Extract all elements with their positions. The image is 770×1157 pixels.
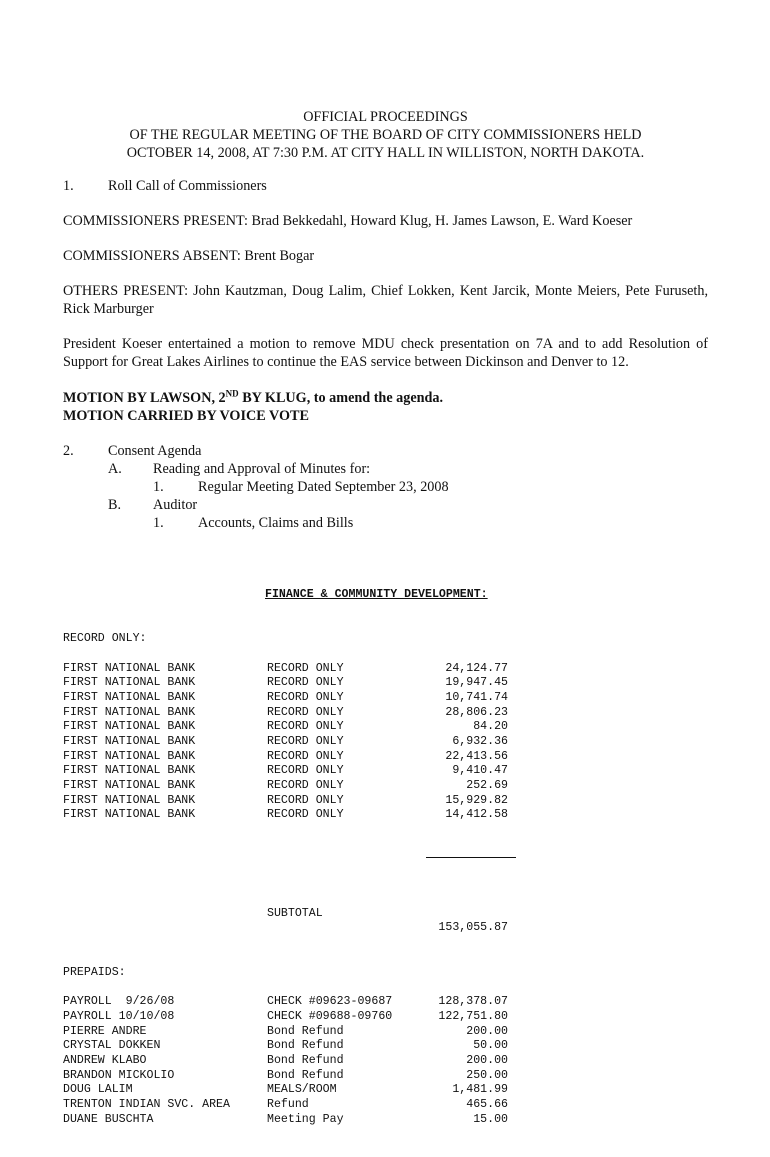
table-row [63,995,708,1010]
description-cell: RECORD ONLY [267,735,344,749]
amount-cell: 10,741.74 [445,690,508,704]
finance-title: FINANCE & COMMUNITY DEVELOPMENT: [265,588,488,602]
item-2-title: Consent Agenda [108,443,202,459]
document-page [63,108,708,1157]
item-2a-text: Reading and Approval of Minutes for: [153,461,371,477]
description-cell: MEALS/ROOM [267,1083,337,1097]
heading-line-2: OF THE REGULAR MEETING OF THE BOARD OF CITY COMMISSIONERS HELD [129,127,642,143]
record-only-label: RECORD ONLY: [63,632,147,646]
payee-cell: ANDREW KLABO [63,1053,147,1067]
payee-cell: CRYSTAL DOKKEN [63,1039,161,1053]
description-cell: RECORD ONLY [267,808,344,822]
description-cell: RECORD ONLY [267,676,344,690]
table-row [63,794,708,809]
description-cell: RECORD ONLY [267,661,344,675]
description-cell: RECORD ONLY [267,749,344,763]
subtotal-value: 153,055.87 [438,921,508,935]
description-cell: Bond Refund [267,1068,344,1082]
table-row [63,706,708,721]
description-cell: Bond Refund [267,1039,344,1053]
amount-cell: 250.00 [466,1068,508,1082]
motion-text-post: BY KLUG, to amend the agenda. [238,390,444,406]
description-cell: RECORD ONLY [267,690,344,704]
item-2-number: 2. [63,443,74,459]
table-row [63,808,708,823]
item-1-number: 1. [63,178,74,194]
payee-cell: PIERRE ANDRE [63,1024,147,1038]
payee-cell: PAYROLL 9/26/08 [63,995,175,1009]
subtotal-label: SUBTOTAL [267,906,323,920]
amount-cell: 28,806.23 [445,705,508,719]
amount-cell: 19,947.45 [445,676,508,690]
payee-cell: DUANE BUSCHTA [63,1112,154,1126]
prepaids-label: PREPAIDS: [63,965,126,979]
table-row [63,1010,708,1025]
payee-cell: FIRST NATIONAL BANK [63,661,196,675]
table-row [63,1039,708,1054]
payee-cell: DOUG LALIM [63,1083,133,1097]
payee-cell: BRANDON MICKOLIO [63,1068,175,1082]
motion-superscript: ND [225,388,239,399]
payee-cell: TRENTON INDIAN SVC. AREA [63,1097,230,1111]
payee-cell: FIRST NATIONAL BANK [63,690,196,704]
item-2a1-label: 1. [153,479,164,495]
description-cell: Meeting Pay [267,1112,344,1126]
payee-cell: FIRST NATIONAL BANK [63,793,196,807]
item-2 [63,442,708,532]
amount-cell: 50.00 [473,1039,508,1053]
description-cell: RECORD ONLY [267,720,344,734]
payee-cell: FIRST NATIONAL BANK [63,764,196,778]
table-row [63,764,708,779]
table-row [63,750,708,765]
amount-cell: 24,124.77 [445,661,508,675]
table-row [63,676,708,691]
amount-cell: 252.69 [466,779,508,793]
table-row [63,720,708,735]
item-2a1-text: Regular Meeting Dated September 23, 2008 [198,479,449,495]
table-row [63,1025,708,1040]
prepaids-list [63,995,708,1127]
subtotal-row [63,892,708,935]
table-row [63,735,708,750]
payee-cell: FIRST NATIONAL BANK [63,808,196,822]
description-cell: Bond Refund [267,1053,344,1067]
description-cell: Refund [267,1097,309,1111]
amount-cell: 84.20 [473,720,508,734]
record-only-label-row [63,618,708,646]
commissioners-present: COMMISSIONERS PRESENT: Brad Bekkedahl, Howard Klug, H. James Lawson, E. Ward Koeser [63,213,633,229]
payee-cell: FIRST NATIONAL BANK [63,779,196,793]
president-note: President Koeser entertained a motion to remove MDU check presentation on 7A and to add Resolution of Support for Great Lakes Airlines to continue the EAS service between Dickinson and Denver to 12. [63,336,708,370]
finance-title-row [63,573,708,602]
motion-text-pre: MOTION BY LAWSON, 2 [63,390,226,406]
amount-cell: 15.00 [473,1112,508,1126]
amount-cell: 465.66 [466,1097,508,1111]
description-cell: RECORD ONLY [267,793,344,807]
finance-section [63,544,708,1157]
payee-cell: FIRST NATIONAL BANK [63,705,196,719]
description-cell: CHECK #09688-09760 [267,1009,393,1023]
description-cell: RECORD ONLY [267,764,344,778]
payee-cell: FIRST NATIONAL BANK [63,735,196,749]
commissioners-absent: COMMISSIONERS ABSENT: Brent Bogar [63,248,315,264]
record-only-list [63,662,708,824]
amount-cell: 22,413.56 [445,749,508,763]
subtotal-rule-row [63,853,708,861]
table-row [63,1113,708,1128]
motion-line [63,389,708,407]
description-cell: RECORD ONLY [267,705,344,719]
item-2b-label: B. [108,497,122,513]
amount-cell: 122,751.80 [438,1009,508,1023]
amount-cell: 9,410.47 [452,764,508,778]
item-2b1-label: 1. [153,515,164,531]
table-row [63,1069,708,1084]
description-cell: Bond Refund [267,1024,344,1038]
item-1-title: Roll Call of Commissioners [108,178,267,194]
table-row [63,662,708,677]
item-2b1-text: Accounts, Claims and Bills [198,515,354,531]
others-present: OTHERS PRESENT: John Kautzman, Doug Lalim, Chief Lokken, Kent Jarcik, Monte Meiers, Pete Furuseth, Rick Marburger [63,283,708,317]
payee-cell: FIRST NATIONAL BANK [63,749,196,763]
document-heading [63,108,708,162]
prepaids-label-row [63,951,708,979]
description-cell: RECORD ONLY [267,779,344,793]
amount-cell: 200.00 [466,1024,508,1038]
amount-cell: 200.00 [466,1053,508,1067]
heading-line-3: OCTOBER 14, 2008, AT 7:30 P.M. AT CITY HALL IN WILLISTON, NORTH DAKOTA. [126,145,645,161]
table-row [63,1083,708,1098]
table-row [63,779,708,794]
table-row [63,691,708,706]
table-row [63,1054,708,1069]
amount-cell: 1,481.99 [452,1083,508,1097]
amount-cell: 128,378.07 [438,995,508,1009]
payee-cell: FIRST NATIONAL BANK [63,676,196,690]
item-1 [63,177,708,195]
item-2a-label: A. [108,461,122,477]
motion-block [63,389,708,425]
heading-line-1: OFFICIAL PROCEEDINGS [303,109,468,125]
table-row [63,1098,708,1113]
amount-cell: 14,412.58 [445,808,508,822]
motion-carried: MOTION CARRIED BY VOICE VOTE [63,408,309,424]
payee-cell: PAYROLL 10/10/08 [63,1009,175,1023]
description-cell: CHECK #09623-09687 [267,995,393,1009]
subtotal-rule [426,857,516,858]
amount-cell: 15,929.82 [445,793,508,807]
amount-cell: 6,932.36 [452,735,508,749]
payee-cell: FIRST NATIONAL BANK [63,720,196,734]
item-2b-text: Auditor [153,497,198,513]
